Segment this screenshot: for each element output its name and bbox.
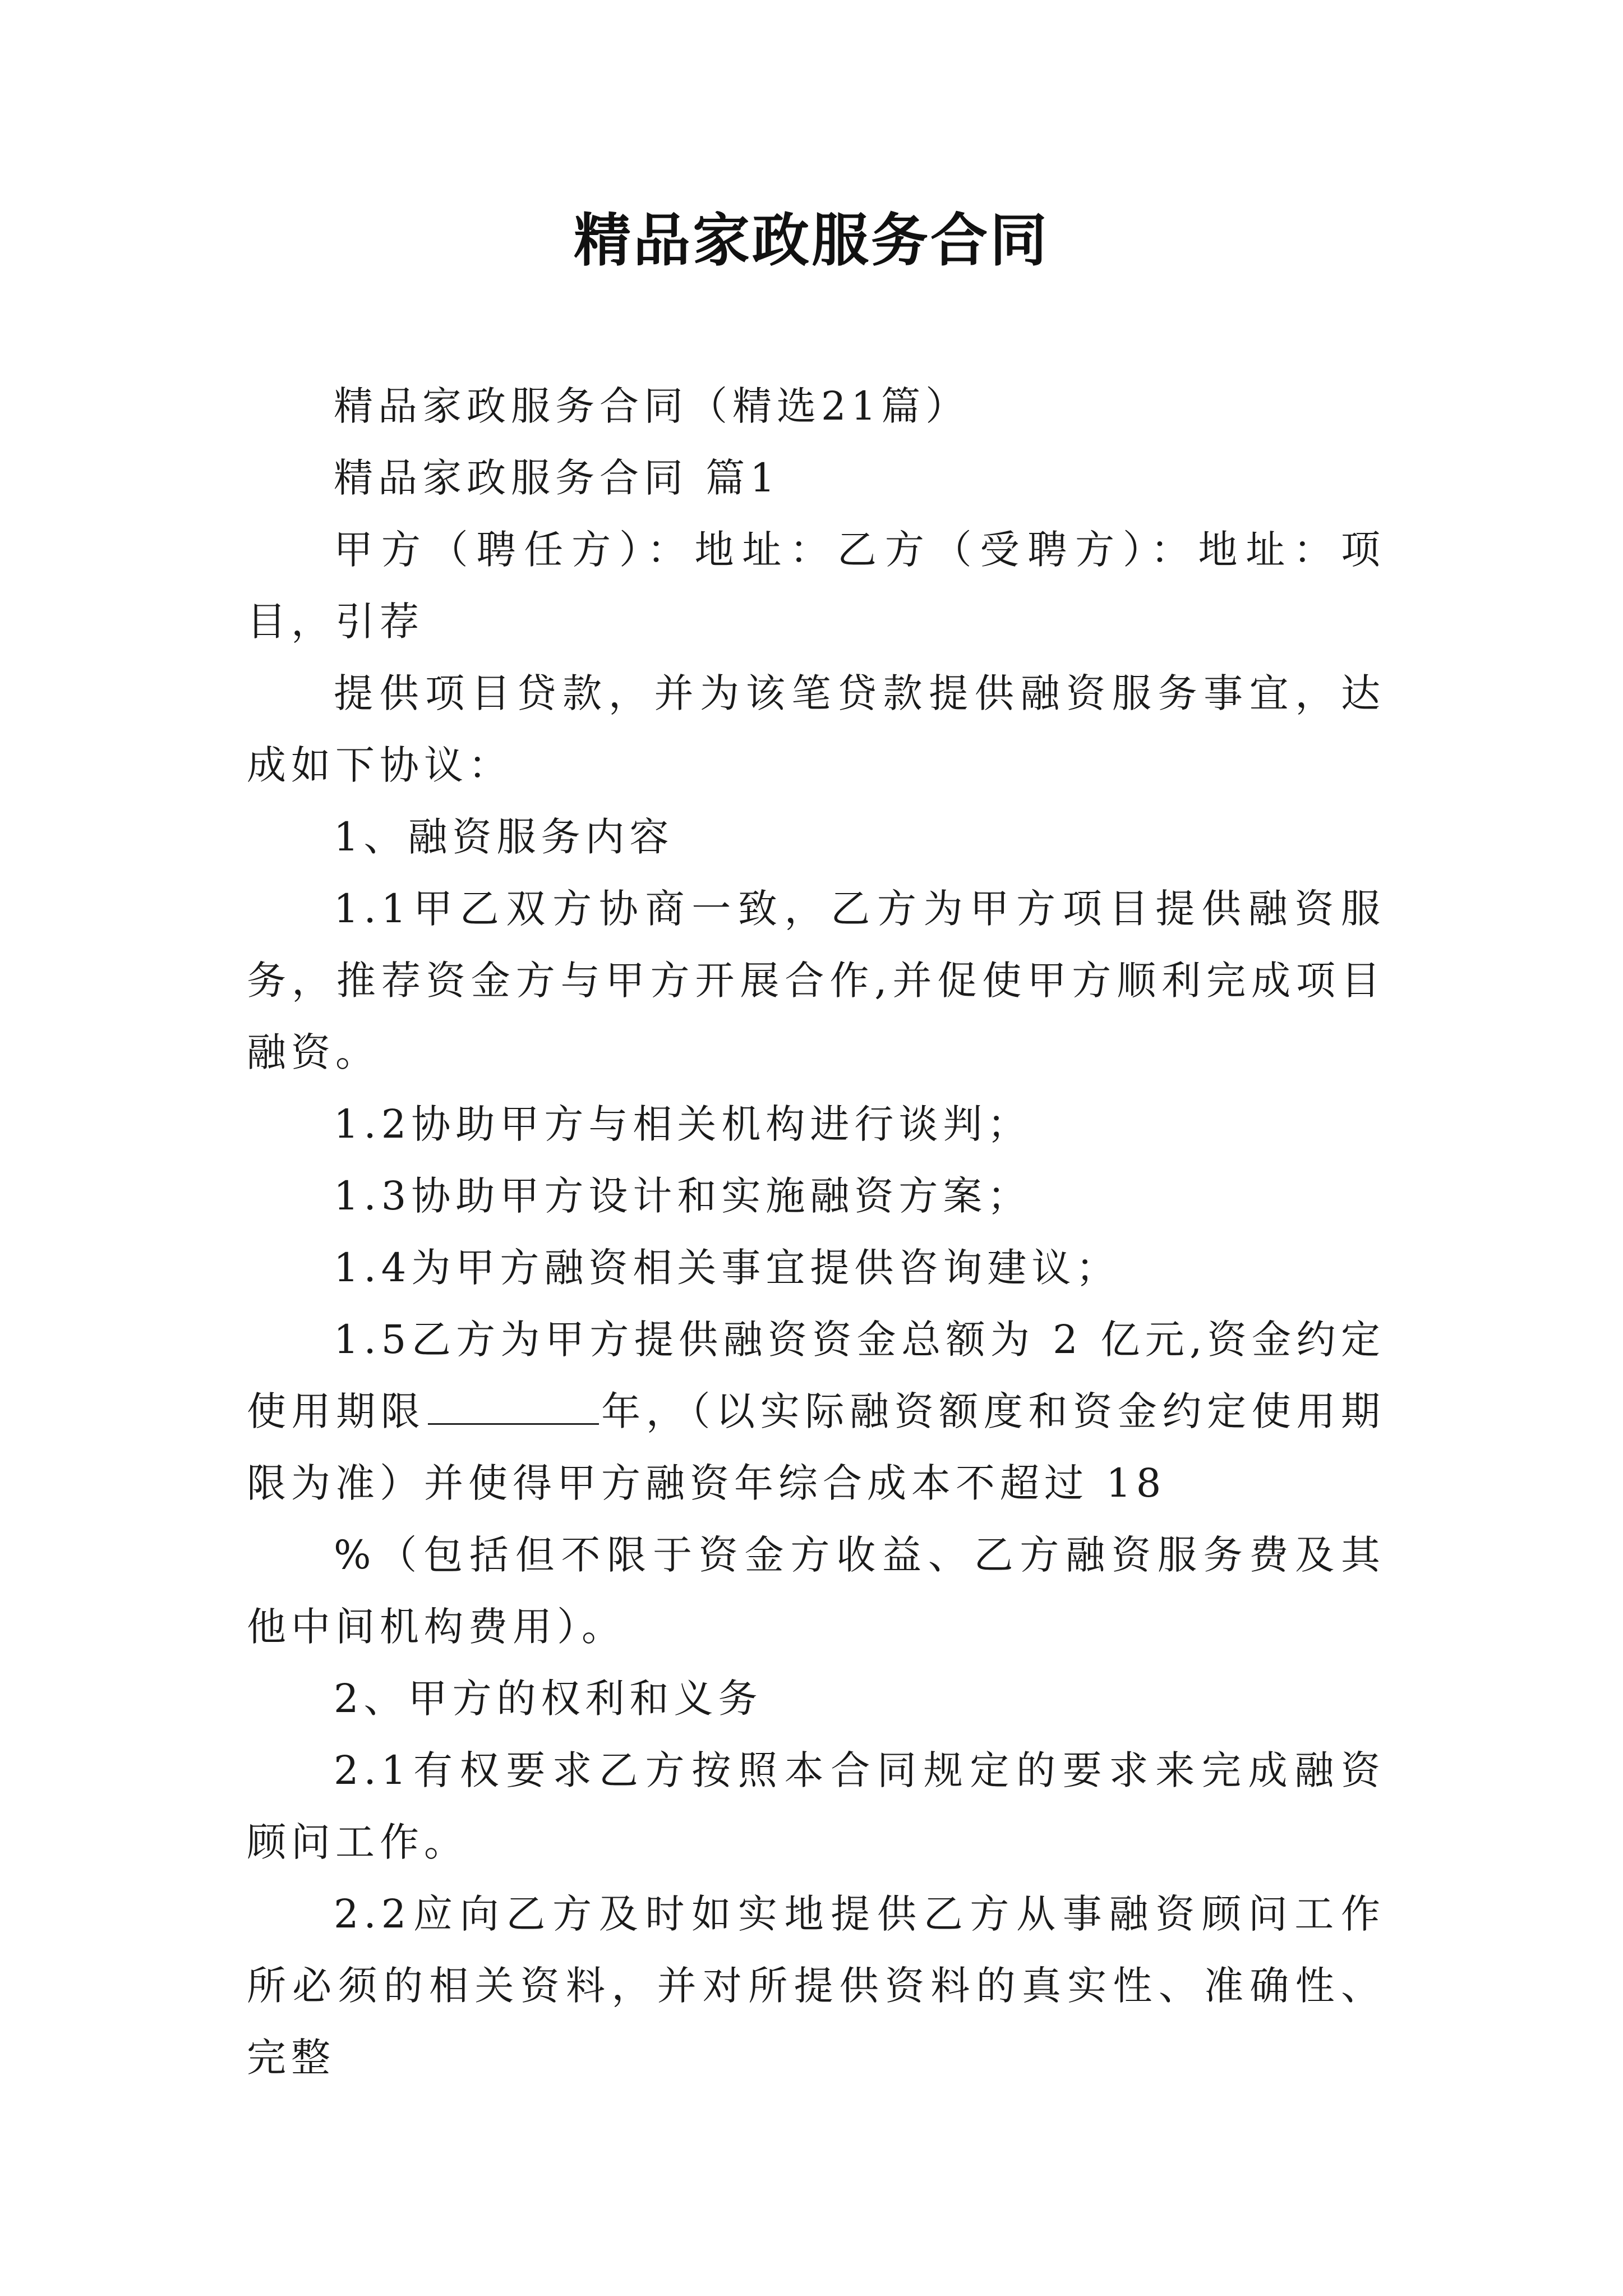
clause-1-5	[247, 1304, 1385, 1519]
fill-in-blank-term	[428, 1392, 599, 1425]
paragraph-intro: 提供项目贷款，并为该笔贷款提供融资服务事宜，达成如下协议：	[247, 670, 1385, 788]
document-body	[247, 370, 1385, 2093]
clause-2-2: 2.2应向乙方及时如实地提供乙方从事融资顾问工作所必须的相关资料，并对所提供资料的真实性、准确性、完整	[247, 1891, 1385, 2081]
clause-2-1: 2.1有权要求乙方按照本合同规定的要求来完成融资顾问工作。	[247, 1747, 1385, 1865]
clause-1-3: 1.3协助甲方设计和实施融资方案；	[334, 1173, 1032, 1219]
clause-1-1: 1.1甲乙双方协商一致，乙方为甲方项目提供融资服务，推荐资金方与甲方开展合作,并促使甲方顺利完成项目融资。	[247, 886, 1385, 1075]
article-heading: 精品家政服务合同 篇1	[334, 455, 780, 501]
document-title: 精品家政服务合同	[574, 208, 1049, 274]
collection-heading: 精品家政服务合同（精选21篇）	[334, 383, 970, 429]
clause-1-2: 1.2协助甲方与相关机构进行谈判；	[334, 1101, 1032, 1147]
section-heading-2: 2、甲方的权利和义务	[334, 1676, 763, 1722]
section-heading-1: 1、融资服务内容	[334, 814, 674, 860]
clause-1-5-text-a: 1.5乙方为甲方提供融资资金总额为 2 亿元,资金约定使用期限	[247, 1317, 1385, 1434]
clause-1-5-text-b: 年，（以实际融资额度和资金约定使用期限为准）并使得甲方融资年综合成本不超过 18	[247, 1388, 1386, 1506]
clause-1-5-continued: %（包括但不限于资金方收益、乙方融资服务费及其他中间机构费用）。	[247, 1532, 1385, 1650]
clause-1-4: 1.4为甲方融资相关事宜提供咨询建议；	[334, 1245, 1121, 1291]
paragraph-parties: 甲方（聘任方）：地址：乙方（受聘方）：地址：项目，引荐	[247, 527, 1385, 645]
